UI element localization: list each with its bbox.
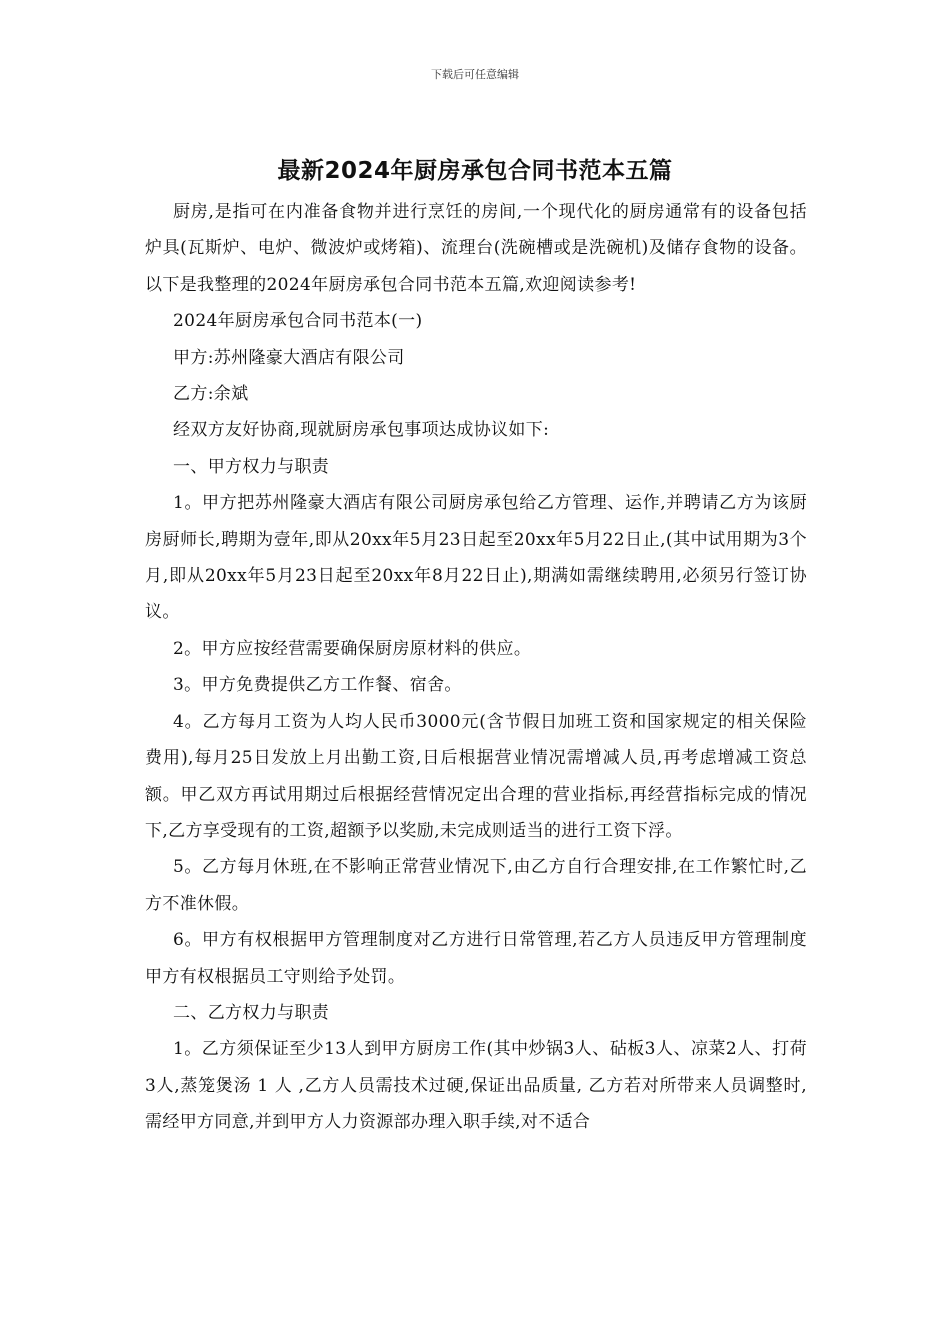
clause-a-6: 6。甲方有权根据甲方管理制度对乙方进行日常管理,若乙方人员违反甲方管理制度甲方有权根据员工守则给予处罚。 (145, 930, 807, 987)
page-header-note: 下载后可任意编辑 (431, 68, 519, 81)
section-heading-party-b: 二、乙方权力与职责 (173, 1002, 330, 1023)
clause-a-4: 4。乙方每月工资为人均人民币3000元(含节假日加班工资和国家规定的相关保险费用),每月25日发放上月出勤工资,日后根据营业情况需增减人员,再考虑增减工资总额。甲乙双方再试用期过后根据经营情况定出合理的营业指标,再经营指标完成的情况下,乙方享受现有的工资,超额予以奖励,未完成则适当的进行工资下浮。 (145, 711, 807, 841)
clause-a-2: 2。甲方应按经营需要确保厨房原材料的供应。 (173, 638, 532, 659)
clause-a-3: 3。甲方免费提供乙方工作餐、宿舍。 (173, 675, 462, 696)
contract-heading: 2024年厨房承包合同书范本(一) (173, 311, 423, 332)
clause-b-1: 1。乙方须保证至少13人到甲方厨房工作(其中炒锅3人、砧板3人、凉菜2人、打荷3人,蒸笼煲汤 1 人 ,乙方人员需技术过硬,保证出品质量, 乙方若对所带来人员调整时,需经甲方同意,并到甲方人力资源部办理入职手续,对不适合 (145, 1039, 807, 1133)
intro-paragraph: 厨房,是指可在内准备食物并进行烹饪的房间,一个现代化的厨房通常有的设备包括炉具(瓦斯炉、电炉、微波炉或烤箱)、流理台(洗碗槽或是洗碗机)及储存食物的设备。以下是我整理的2024年厨房承包合同书范本五篇,欢迎阅读参考! (145, 202, 807, 295)
party-a-line: 甲方:苏州隆豪大酒店有限公司 (173, 347, 405, 368)
clause-a-1: 1。甲方把苏州隆豪大酒店有限公司厨房承包给乙方管理、运作,并聘请乙方为该厨房厨师长,聘期为壹年,即从20xx年5月23日起至20xx年5月22日止,(其中试用期为3个月,即从20xx年5月23日起至20xx年8月22日止),期满如需继续聘用,必须另行签订协议。 (145, 493, 807, 623)
section-heading-party-a: 一、甲方权力与职责 (173, 456, 330, 477)
document-title: 最新2024年厨房承包合同书范本五篇 (277, 158, 673, 184)
agreement-preamble: 经双方友好协商,现就厨房承包事项达成协议如下: (173, 420, 550, 441)
party-b-line: 乙方:余斌 (173, 384, 249, 405)
document-body (145, 194, 807, 1141)
clause-a-5: 5。乙方每月休班,在不影响正常营业情况下,由乙方自行合理安排,在工作繁忙时,乙方不准休假。 (145, 857, 807, 914)
